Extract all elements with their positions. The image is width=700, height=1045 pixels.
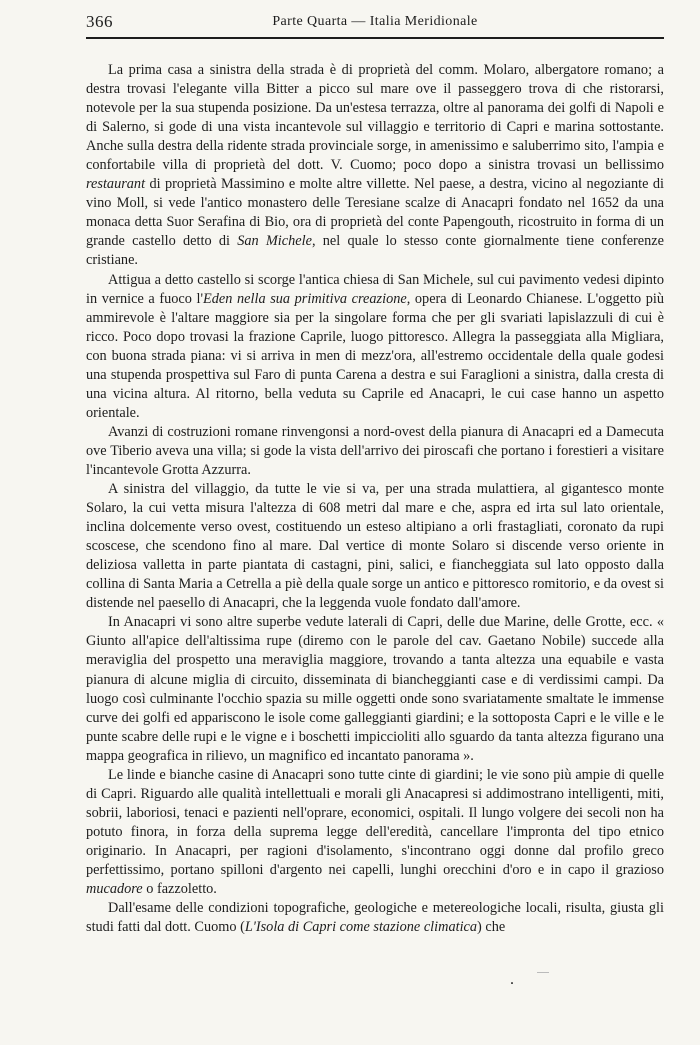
text-run: Dall'esame delle condizioni topografiche, geologiche e metereologiche locali, risulta, giusta gli studi fatti dal dott. Cuomo ( bbox=[86, 900, 664, 936]
italic-text: mucadore bbox=[86, 881, 143, 898]
paragraph-2 bbox=[86, 271, 664, 423]
paragraph-4 bbox=[86, 480, 664, 613]
body-text bbox=[86, 61, 664, 937]
italic-text: L'Isola di Capri come stazione climatica bbox=[244, 919, 478, 936]
text-run: ) che bbox=[477, 919, 506, 936]
paragraph-3 bbox=[86, 423, 664, 480]
footer-dash bbox=[537, 972, 549, 973]
paragraph-1 bbox=[86, 61, 664, 271]
italic-text: San Michele bbox=[237, 233, 312, 250]
text-run: Avanzi di costruzioni romane rinvengonsi a nord-ovest della pianura di Anacapri ed a Damecuta ove Tiberio aveva una villa; si gode la vista dell'arrivo dei piroscafi che portano i forestieri a visitare l'incantevole Grotta Azzurra. bbox=[86, 423, 664, 478]
text-run: Attigua a detto castello si scorge l'antica chiesa di San Michele, sul cui pavimento vedesi dipinto in vernice a fuoco l' bbox=[86, 271, 664, 307]
italic-text: restaurant bbox=[86, 176, 146, 193]
text-run: , nel quale lo stesso conte giornalmente tiene conferenze cristiane. bbox=[86, 233, 664, 269]
text-run: La prima casa a sinistra della strada è di proprietà del comm. Molaro, albergatore romano; a destra trovasi l'elegante villa Bitter a picco sul mare ove il passeggero trova di che ristorarsi, notevole per la sua stupenda posizione. Da un'estesa terrazza, oltre al panorama dei golfi di Napoli e di Salerno, si gode di una vista incantevole sul villaggio e territorio di Capri e marina sottostante. Anche sulla destra della ridente strada provinciale sorge, in amenissimo e saluberrimo sito, l'ampia e confortabile villa di proprietà del dott. V. Cuomo; poco dopo a sinistra trovasi un bellissimo bbox=[86, 62, 664, 174]
page-number: 366 bbox=[86, 12, 113, 31]
paragraph-7 bbox=[86, 899, 664, 937]
text-run: Le linde e bianche casine di Anacapri sono tutte cinte di giardini; le vie sono più ampie di quelle di Capri. Riguardo alle qualità intellettuali e morali gli Anacapresi si addimostrano intelligenti, miti, sobrii, laboriosi, tenaci e pazienti nell'oprare, economici, ospitali. Il lungo volgere dei secoli non ha potuto finora, in forza della suprema legge dell'eredità, cancellare l'impronta del tipo etnico originario. In Anacapri, per ragioni d'isolamento, s'incontrano oggi donne dal profilo greco perfettissimo, portano spilloni d'argento nei capelli, lunghi orecchini d'oro e in capo il grazioso bbox=[86, 766, 664, 878]
header-rule bbox=[86, 37, 664, 39]
paragraph-5 bbox=[86, 613, 664, 765]
running-title: Parte Quarta — Italia Meridionale bbox=[272, 14, 478, 29]
page-header bbox=[86, 8, 664, 36]
text-run: di proprietà Massimino e molte altre villette. Nel paese, a destra, vicino al negoziante di vino Moll, si vede l'antico monastero delle Teresiane scalze di Anacapri fondato nel 1652 da una monaca detta Suor Serafina di Bio, ora di proprietà del conte Papengouth, ricostruito in forma di un grande castello detto di bbox=[86, 176, 664, 250]
text-run: , opera di Leonardo Chianese. L'oggetto più ammirevole è l'altare maggiore sia per la singolare forma che per gli svariati lapislazzuli di cui è ricco. Poco dopo trovasi la frazione Caprile, luogo pittoresco. Allegra la passeggiata alla Migliara, con buona strada piana: vi si arriva in men di mezz'ora, all'estremo occidentale della quale godesi una stupenda prospettiva sul Faro di punta Carena a destra e sui Faraglioni a sinistra, dalla cresta di una vicina altura. Al ritorno, bella veduta su Caprile ed Anacapri, le cui case hanno un aspetto orientale. bbox=[86, 290, 664, 421]
stray-mark: . bbox=[510, 971, 514, 988]
text-run: A sinistra del villaggio, da tutte le vie si va, per una strada mulattiera, al gigantesco monte Solaro, la cui vetta misura l'altezza di 608 metri dal mare e che, aspra ed irta sul lato orientale, inclina dolcemente verso ovest, costituendo un esteso altipiano a orli frastagliati, coronato da rupi scoscese, che scendono fino al mare. Dal vertice di monte Solaro si discende verso oriente in deliziosa valletta in parte piantata di castagni, pini, salici, e fiancheggiata sul lato opposto dalla collina di Santa Maria a Cetrella a piè della quale sorge un antico e pittoresco romitorio, e da ovest si distende nel paesello di Anacapri, che la leggenda vuole fondato dall'amore. bbox=[86, 481, 664, 612]
italic-text: Eden nella sua primitiva creazione bbox=[203, 290, 407, 307]
text-run: o fazzoletto. bbox=[142, 881, 217, 898]
text-run: In Anacapri vi sono altre superbe vedute laterali di Capri, delle due Marine, delle Grotte, ecc. « Giunto all'apice dell'altissima rupe (diremo con le parole del cav. Gaetano Nobile) succede alla meraviglia del prospetto una meraviglia maggiore, trovando a tanta altezza una equabile e vasta pianura di alcune miglia di circuito, disseminata di biancheggianti case e di verdissimi campi. Da luogo così culminante l'occhio spazia su mille oggetti onde sono svariatamente smaltate le immense curve dei golfi ed appariscono le isole come galleggianti giardini; e la sottoposta Capri e le ville e le punte scabre delle rupi e le vigne e i boschetti impiccioliti allo sguardo da tanta altezza figurano una mappa geografica in rilievo, un magnifico ed incantato panorama ». bbox=[86, 614, 664, 764]
paragraph-6 bbox=[86, 766, 664, 899]
